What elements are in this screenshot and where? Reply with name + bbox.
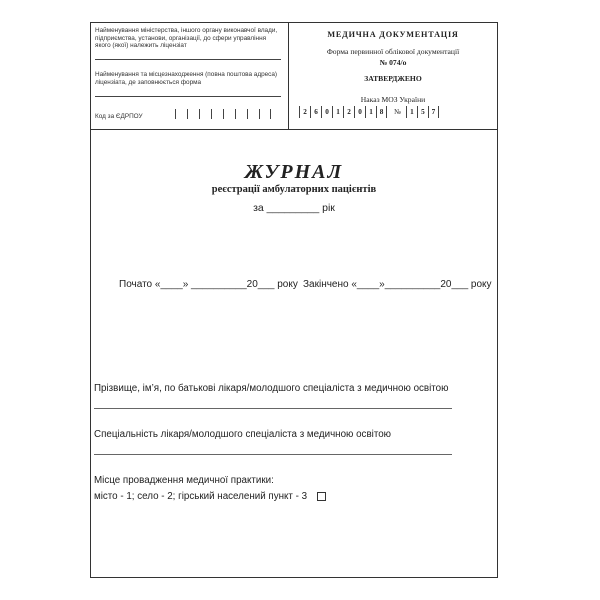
doctor-specialty-fill-line[interactable] bbox=[94, 454, 452, 455]
practice-options-row bbox=[94, 491, 326, 502]
order-label: Наказ МОЗ України bbox=[360, 95, 426, 104]
edrpou-cell[interactable] bbox=[235, 109, 247, 119]
form-name: Форма первинної облікової документації bbox=[326, 47, 460, 56]
order-details bbox=[299, 106, 439, 118]
order-number-sign: № bbox=[394, 108, 401, 116]
practice-place-label: Місце провадження медичної практики: bbox=[94, 475, 274, 486]
order-date-digit: 0 bbox=[321, 106, 332, 118]
practice-place-checkbox[interactable] bbox=[317, 492, 326, 501]
doctor-name-label: Прізвище, ім’я, по батькові лікаря/молодшого спеціаліста з медичною освітою bbox=[94, 383, 449, 394]
approved-label: ЗАТВЕРДЖЕНО bbox=[364, 74, 422, 83]
licensee-fill-line[interactable] bbox=[95, 96, 281, 97]
order-number-digit: 5 bbox=[417, 106, 428, 118]
journal-subtitle: реєстрації амбулаторних пацієнтів bbox=[211, 184, 377, 195]
edrpou-label: Код за ЄДРПОУ bbox=[95, 113, 143, 120]
edrpou-cell[interactable] bbox=[175, 109, 187, 119]
order-number-digit: 1 bbox=[406, 106, 417, 118]
start-date-line[interactable]: Почато «____» __________20___ року bbox=[119, 279, 298, 290]
header-right-block bbox=[289, 23, 497, 129]
form-header bbox=[91, 23, 497, 130]
ministry-fill-line[interactable] bbox=[95, 59, 281, 60]
doctor-specialty-label: Спеціальність лікаря/молодшого спеціаліста з медичною освітою bbox=[94, 429, 392, 440]
order-date-digit: 1 bbox=[332, 106, 343, 118]
order-date-digit: 0 bbox=[354, 106, 365, 118]
form-sheet bbox=[90, 22, 498, 578]
order-date-digit: 2 bbox=[299, 106, 310, 118]
journal-title: ЖУРНАЛ bbox=[244, 161, 344, 183]
edrpou-cell[interactable] bbox=[247, 109, 259, 119]
edrpou-cell[interactable] bbox=[211, 109, 223, 119]
edrpou-cell[interactable] bbox=[199, 109, 211, 119]
order-date-digit: 6 bbox=[310, 106, 321, 118]
edrpou-cell[interactable] bbox=[259, 109, 271, 119]
ministry-label: Найменування міністерства, іншого органу виконавчої влади, підприємства, установи, організації, до сфери управління якого (якої) належить ліцензіат bbox=[95, 27, 278, 50]
edrpou-cell[interactable] bbox=[223, 109, 235, 119]
edrpou-code-cells[interactable] bbox=[175, 109, 271, 119]
doctor-name-fill-line[interactable] bbox=[94, 408, 452, 409]
practice-options-text: місто - 1; село - 2; гірський населений пункт - 3 bbox=[94, 491, 308, 502]
edrpou-cell[interactable] bbox=[187, 109, 199, 119]
journal-year-line[interactable]: за _________ рік bbox=[253, 202, 335, 214]
order-date-digit: 8 bbox=[376, 106, 387, 118]
order-date-digit: 1 bbox=[365, 106, 376, 118]
medical-documentation-title: МЕДИЧНА ДОКУМЕНТАЦІЯ bbox=[327, 30, 459, 39]
order-date-digit: 2 bbox=[343, 106, 354, 118]
header-left-block bbox=[91, 23, 289, 129]
form-number: № 074/о bbox=[379, 58, 407, 67]
order-number-digit: 7 bbox=[428, 106, 439, 118]
end-date-line[interactable]: Закінчено «____»__________20___ року bbox=[303, 279, 492, 290]
licensee-label: Найменування та місцезнаходження (повна поштова адреса) ліцензіата, де заповнюється форма bbox=[95, 71, 278, 86]
